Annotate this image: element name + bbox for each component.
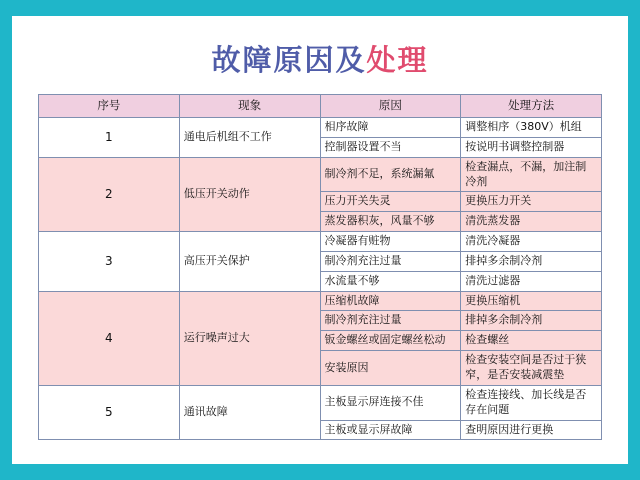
table-body — [39, 118, 602, 440]
cause-cell: 制冷剂充注过量 — [320, 311, 461, 331]
column-header-index: 序号 — [39, 95, 180, 118]
cause-cell: 冷凝器有赃物 — [320, 232, 461, 252]
table-row — [39, 385, 602, 420]
fix-cell: 查明原因进行更换 — [461, 420, 602, 440]
table-row — [39, 291, 602, 311]
phenomenon-cell: 运行噪声过大 — [179, 291, 320, 385]
page-title-accent: 处理 — [366, 43, 429, 77]
column-header-cause: 原因 — [320, 95, 461, 118]
bottom-accent-bar — [0, 464, 640, 480]
fix-cell: 更换压力开关 — [461, 192, 602, 212]
row-index-cell: 4 — [39, 291, 180, 385]
table-header — [39, 95, 602, 118]
fix-cell: 清洗过滤器 — [461, 271, 602, 291]
row-index-cell: 1 — [39, 118, 180, 158]
fix-cell: 按说明书调整控制器 — [461, 137, 602, 157]
fix-cell: 排掉多余制冷剂 — [461, 311, 602, 331]
fix-cell: 检查安装空间是否过于狭窄，是否安装减震垫 — [461, 351, 602, 386]
row-index-cell: 3 — [39, 232, 180, 292]
cause-cell: 蒸发器积灰，风量不够 — [320, 212, 461, 232]
page-title — [0, 38, 640, 79]
cause-cell: 制冷剂充注过量 — [320, 251, 461, 271]
fix-cell: 检查连接线、加长线是否存在问题 — [461, 385, 602, 420]
cause-cell: 主板或显示屏故障 — [320, 420, 461, 440]
fix-cell: 检查漏点，不漏，加注制冷剂 — [461, 157, 602, 192]
cause-cell: 安装原因 — [320, 351, 461, 386]
fault-table-container — [38, 94, 602, 440]
phenomenon-cell: 通讯故障 — [179, 385, 320, 440]
row-index-cell: 5 — [39, 385, 180, 440]
top-accent-bar — [0, 0, 640, 16]
cause-cell: 钣金螺丝或固定螺丝松动 — [320, 331, 461, 351]
phenomenon-cell: 高压开关保护 — [179, 232, 320, 292]
phenomenon-cell: 通电后机组不工作 — [179, 118, 320, 158]
cause-cell: 控制器设置不当 — [320, 137, 461, 157]
cause-cell: 水流量不够 — [320, 271, 461, 291]
fix-cell: 清洗蒸发器 — [461, 212, 602, 232]
cause-cell: 制冷剂不足，系统漏氟 — [320, 157, 461, 192]
cause-cell: 压力开关失灵 — [320, 192, 461, 212]
column-header-fix: 处理方法 — [461, 95, 602, 118]
table-row — [39, 118, 602, 138]
row-index-cell: 2 — [39, 157, 180, 231]
column-header-phenomenon: 现象 — [179, 95, 320, 118]
fault-table — [38, 94, 602, 440]
fix-cell: 调整相序（380V）机组 — [461, 118, 602, 138]
table-row — [39, 232, 602, 252]
page-title-main: 故障原因及 — [211, 43, 367, 77]
phenomenon-cell: 低压开关动作 — [179, 157, 320, 231]
cause-cell: 压缩机故障 — [320, 291, 461, 311]
fix-cell: 更换压缩机 — [461, 291, 602, 311]
fix-cell: 清洗冷凝器 — [461, 232, 602, 252]
table-header-row — [39, 95, 602, 118]
fix-cell: 检查螺丝 — [461, 331, 602, 351]
cause-cell: 相序故障 — [320, 118, 461, 138]
fix-cell: 排掉多余制冷剂 — [461, 251, 602, 271]
table-row — [39, 157, 602, 192]
cause-cell: 主板显示屏连接不佳 — [320, 385, 461, 420]
